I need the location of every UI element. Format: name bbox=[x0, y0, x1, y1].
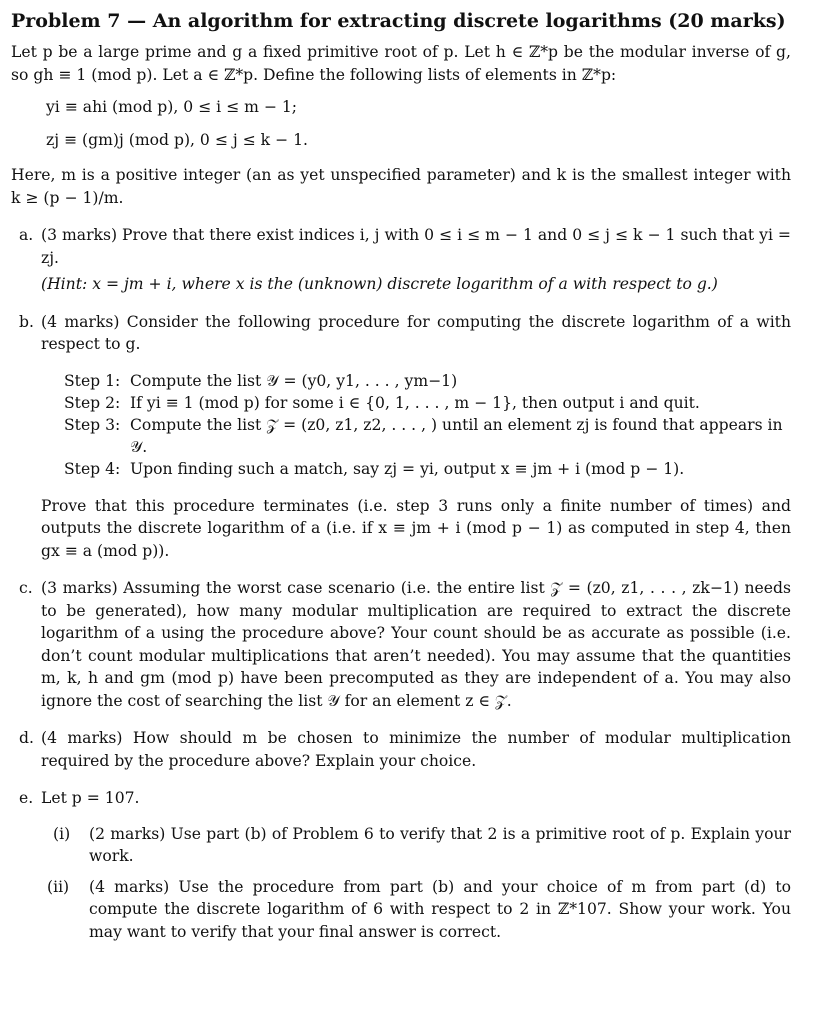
subpart-text: (2 marks) Use part (b) of Problem 6 to verify that 2 is a primitive root of p. Explain your work. bbox=[89, 824, 791, 865]
parameter-paragraph: Here, m is a positive integer (an as yet unspecified parameter) and k is the smallest integer with k ≥ (p − 1)/m. bbox=[11, 166, 791, 207]
step-label: Step 3: bbox=[64, 415, 121, 434]
step-text: If yi ≡ 1 (mod p) for some i ∈ {0, 1, . . . , m − 1}, then output i and quit. bbox=[130, 393, 700, 412]
part-c-text: (3 marks) Assuming the worst case scenario (i.e. the entire list 𝒵 = (z0, z1, . . . , zk−1) needs to be generated), how many modular multiplication are required to extract the discrete logarithm of a using the procedure above? Your count should be as accurate as possible (i.e. don’t count modular multiplications that aren’t needed). You may assume that the quantities m, k, h and gm (mod p) have been precomputed as they are independent of a. You may also ignore the cost of searching the list 𝒴 for an element z ∈ 𝒵. bbox=[41, 579, 791, 710]
step-label: Step 2: bbox=[64, 393, 121, 412]
part-e bbox=[11, 787, 791, 943]
step-2 bbox=[64, 392, 791, 414]
intro-paragraph bbox=[11, 41, 791, 86]
problem-title: Problem 7 — An algorithm for extracting discrete logarithms (20 marks) bbox=[11, 10, 786, 32]
part-e-label: e. bbox=[19, 789, 34, 807]
part-d-label: d. bbox=[19, 729, 34, 747]
equation-z-text: zj ≡ (gm)j (mod p), 0 ≤ j ≤ k − 1. bbox=[46, 131, 308, 149]
part-b bbox=[11, 311, 791, 563]
equation-y bbox=[11, 96, 791, 118]
step-label: Step 1: bbox=[64, 371, 121, 390]
subpart-ii bbox=[41, 876, 791, 944]
part-a bbox=[11, 224, 791, 296]
subpart-label: (ii) bbox=[47, 877, 70, 896]
subpart-text: (4 marks) Use the procedure from part (b) and your choice of m from part (d) to compute the discrete logarithm of 6 with respect to 2 in ℤ*107. Show your work. You may want to verify that your final answer is correct. bbox=[89, 877, 791, 941]
part-b-text: (4 marks) Consider the following procedure for computing the discrete logarithm of a with respect to g. bbox=[41, 312, 791, 353]
part-a-label: a. bbox=[19, 226, 34, 244]
step-text: Compute the list 𝒵 = (z0, z1, z2, . . . , ) until an element zj is found that appears in 𝒴. bbox=[130, 415, 783, 456]
step-4 bbox=[64, 458, 791, 480]
part-b-label: b. bbox=[19, 312, 34, 331]
subpart-i bbox=[41, 823, 791, 868]
problem-page bbox=[11, 8, 791, 943]
step-label: Step 4: bbox=[64, 459, 121, 478]
part-b-prove: Prove that this procedure terminates (i.e. step 3 runs only a finite number of times) and outputs the discrete logarithm of a (i.e. if x ≡ jm + i (mod p − 1) as computed in step 4, then gx ≡ a (mod p)). bbox=[41, 496, 791, 560]
part-a-text: (3 marks) Prove that there exist indices i, j with 0 ≤ i ≤ m − 1 and 0 ≤ j ≤ k − 1 such that yi = zj. bbox=[41, 226, 791, 267]
part-c-label: c. bbox=[19, 579, 33, 597]
step-text: Compute the list 𝒴 = (y0, y1, . . . , ym−1) bbox=[130, 371, 458, 390]
intro-text: Let p be a large prime and g a fixed primitive root of p. Let h ∈ ℤ*p be the modular inverse of g, so gh ≡ 1 (mod p). Let a ∈ ℤ*p. Define the following lists of elements in ℤ*p: bbox=[11, 43, 791, 84]
part-d bbox=[11, 727, 791, 772]
subpart-label: (i) bbox=[53, 824, 71, 843]
part-a-hint: (Hint: x = jm + i, where x is the (unknown) discrete logarithm of a with respect to g.) bbox=[41, 275, 718, 293]
procedure-steps bbox=[64, 370, 791, 480]
equation-y-text: yi ≡ ahi (mod p), 0 ≤ i ≤ m − 1; bbox=[46, 98, 298, 116]
part-d-text: (4 marks) How should m be chosen to minimize the number of modular multiplication required by the procedure above? Explain your choice. bbox=[41, 729, 791, 770]
part-c bbox=[11, 577, 791, 712]
step-text: Upon finding such a match, say zj = yi, output x ≡ jm + i (mod p − 1). bbox=[130, 459, 685, 478]
equation-z bbox=[11, 129, 791, 151]
step-3 bbox=[64, 414, 791, 458]
step-1 bbox=[64, 370, 791, 392]
part-e-text: Let p = 107. bbox=[41, 789, 140, 807]
